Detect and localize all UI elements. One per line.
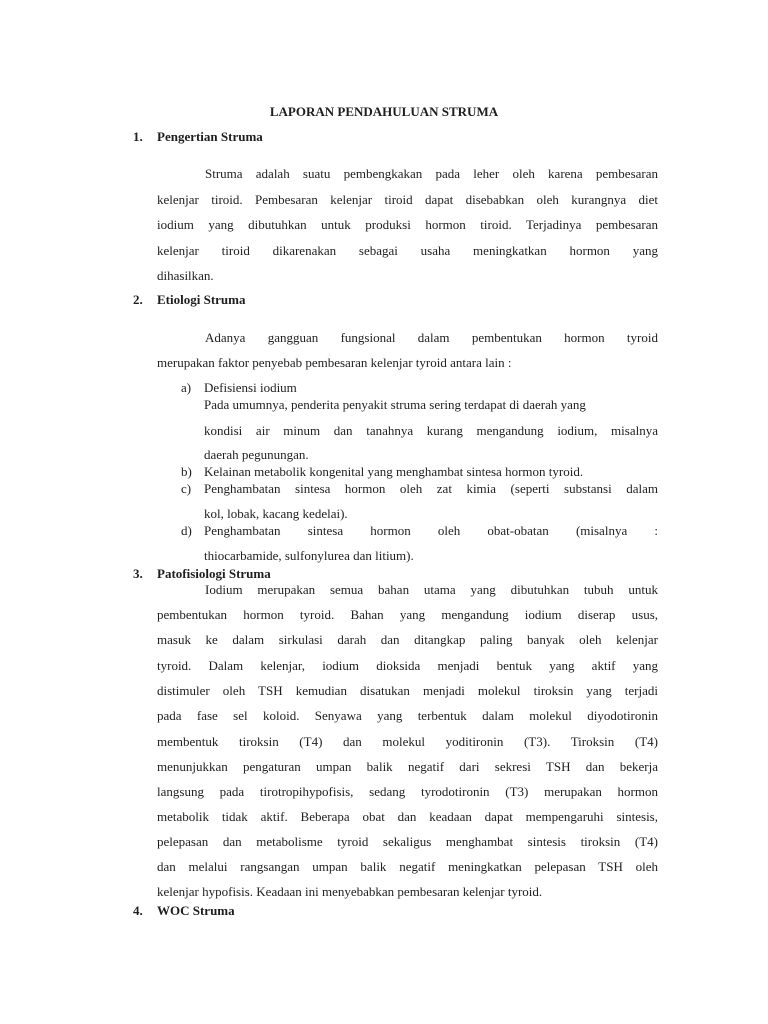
section-3-heading: Patofisiologi Struma bbox=[157, 566, 271, 581]
section-1-line: dihasilkan. bbox=[157, 268, 214, 283]
section-3-line: pada fase sel koloid. Senyawa yang terbentuk dalam molekul diyodotironin bbox=[157, 708, 658, 723]
section-1-number: 1. bbox=[133, 129, 143, 144]
section-3-line: dan melalui rangsangan umpan balik negatif meningkatkan pelepasan TSH oleh bbox=[157, 859, 658, 874]
section-2-number: 2. bbox=[133, 292, 143, 307]
section-2-line: merupakan faktor penyebab pembesaran kelenjar tyroid antara lain : bbox=[157, 355, 512, 370]
section-3-line: kelenjar hypofisis. Keadaan ini menyebabkan pembesaran kelenjar tyroid. bbox=[157, 884, 543, 899]
list-item-text: Kelainan metabolik kongenital yang menghambat sintesa hormon tyroid. bbox=[204, 464, 584, 479]
list-item-text: daerah pegunungan. bbox=[204, 447, 309, 462]
section-3-line: masuk ke dalam sirkulasi darah dan ditangkap paling banyak oleh kelenjar bbox=[157, 632, 658, 647]
section-3-number: 3. bbox=[133, 566, 143, 581]
section-3-line: distimuler oleh TSH kemudian disatukan menjadi molekul tiroksin yang terjadi bbox=[157, 683, 658, 698]
list-item-text: Defisiensi iodium bbox=[204, 380, 297, 395]
section-2-heading: Etiologi Struma bbox=[157, 292, 246, 307]
section-1-line: kelenjar tiroid. Pembesaran kelenjar tiroid dapat disebabkan oleh kurangnya diet bbox=[157, 192, 658, 207]
section-4-heading: WOC Struma bbox=[157, 903, 235, 918]
section-3-line: Iodium merupakan semua bahan utama yang dibutuhkan tubuh untuk bbox=[205, 582, 658, 597]
document-title: LAPORAN PENDAHULUAN STRUMA bbox=[269, 104, 499, 119]
list-item-text: kondisi air minum dan tanahnya kurang mengandung iodium, misalnya bbox=[204, 423, 658, 438]
list-item-label-a: a) bbox=[181, 380, 192, 395]
section-1-line: iodium yang dibutuhkan untuk produksi hormon tiroid. Terjadinya pembesaran bbox=[157, 217, 658, 232]
section-3-line: metabolik tidak aktif. Beberapa obat dan keadaan dapat mempengaruhi sintesis, bbox=[157, 809, 658, 824]
list-item-text: Pada umumnya, penderita penyakit struma sering terdapat di daerah yang bbox=[204, 397, 586, 412]
section-1-line: Struma adalah suatu pembengkakan pada leher oleh karena pembesaran bbox=[205, 166, 658, 181]
section-3-line: langsung pada tirotropihypofisis, sedang tyrodotironin (T3) merupakan hormon bbox=[157, 784, 658, 799]
list-item-label-d: d) bbox=[181, 523, 192, 538]
section-1-line: kelenjar tiroid dikarenakan sebagai usaha meningkatkan hormon yang bbox=[157, 243, 658, 258]
section-3-line: pelepasan dan metabolisme tyroid sekaligus menghambat sintesis tiroksin (T4) bbox=[157, 834, 658, 849]
section-3-line: membentuk tiroksin (T4) dan molekul yoditironin (T3). Tiroksin (T4) bbox=[157, 734, 658, 749]
list-item-text: thiocarbamide, sulfonylurea dan litium). bbox=[204, 548, 414, 563]
list-item-text: kol, lobak, kacang kedelai). bbox=[204, 506, 348, 521]
section-4-number: 4. bbox=[133, 903, 143, 918]
list-item-label-b: b) bbox=[181, 464, 192, 479]
section-3-line: tyroid. Dalam kelenjar, iodium dioksida menjadi bentuk yang aktif yang bbox=[157, 658, 658, 673]
list-item-label-c: c) bbox=[181, 481, 192, 496]
list-item-text: Penghambatan sintesa hormon oleh zat kimia (seperti substansi dalam bbox=[204, 481, 658, 496]
section-3-line: pembentukan hormon tyroid. Bahan yang mengandung iodium diserap usus, bbox=[157, 607, 658, 622]
section-1-heading: Pengertian Struma bbox=[157, 129, 263, 144]
section-3-line: menunjukkan pengaturan umpan balik negatif dari sekresi TSH dan bekerja bbox=[157, 759, 658, 774]
section-2-line: Adanya gangguan fungsional dalam pembentukan hormon tyroid bbox=[205, 330, 658, 345]
list-item-text: Penghambatan sintesa hormon oleh obat-obatan (misalnya : bbox=[204, 523, 658, 538]
